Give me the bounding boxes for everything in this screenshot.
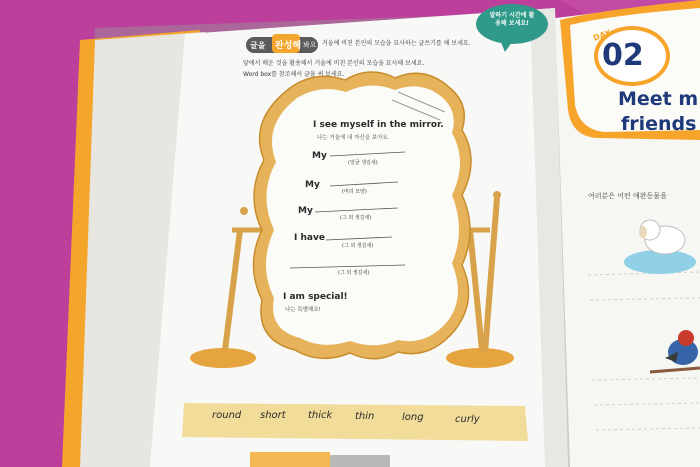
word-box-item: thick xyxy=(308,410,333,421)
instruction-line-3: Word box를 참조해서 글을 써 보세요. xyxy=(243,71,345,78)
badge-highlight: 완성해 xyxy=(275,41,302,51)
mirror-heading: I see myself in the mirror. xyxy=(313,120,444,130)
badge-prefix: 글을 xyxy=(250,41,266,50)
mirror-row-3-hint: (그 외 생김새) xyxy=(340,215,372,221)
instruction-line-1: 거울에 비친 본인의 모습을 묘사하는 글쓰기를 해 보세요. xyxy=(322,40,471,47)
word-box-item: long xyxy=(402,412,424,423)
day-number: 02 xyxy=(602,38,644,73)
word-box-item: round xyxy=(212,410,242,421)
word-box-item: short xyxy=(260,410,286,421)
mirror-row-1-hint: (얼굴 생김새) xyxy=(348,160,378,166)
mirror-heading-ko: 나는 거울에 내 자신을 보아요. xyxy=(317,135,390,141)
word-box-item: thin xyxy=(355,411,375,422)
day-label: DAY xyxy=(591,28,612,43)
instruction-line-2: 앞에서 배운 것을 활용해서 거울에 비친 본인의 모습을 묘사해 보세요. xyxy=(243,60,425,67)
mirror-row-4-word: I have xyxy=(294,233,325,243)
speech-bubble-text: 말하기 시간에 활용해 보세요! xyxy=(489,12,535,27)
badge-suffix: 봐요 xyxy=(303,41,317,49)
mirror-closing-ko: 나는 특별해요! xyxy=(285,307,321,313)
mirror-closing: I am special! xyxy=(283,292,348,302)
mirror-row-3-word: My xyxy=(298,206,313,216)
mirror-row-2-hint: (머리 모양) xyxy=(342,189,367,195)
right-page-question: 여러분은 어떤 애완동물을 xyxy=(588,192,667,200)
right-title-line-1: Meet m xyxy=(618,88,699,110)
right-title-line-2: friends xyxy=(621,113,697,135)
mirror-row-1-word: My xyxy=(312,151,327,161)
mirror-row-5-hint: (그 외 생김새) xyxy=(338,270,370,276)
word-box-item: curly xyxy=(455,414,480,425)
mirror-row-4-hint: (그 외 생김새) xyxy=(342,243,374,249)
mirror-row-2-word: My xyxy=(305,180,320,190)
